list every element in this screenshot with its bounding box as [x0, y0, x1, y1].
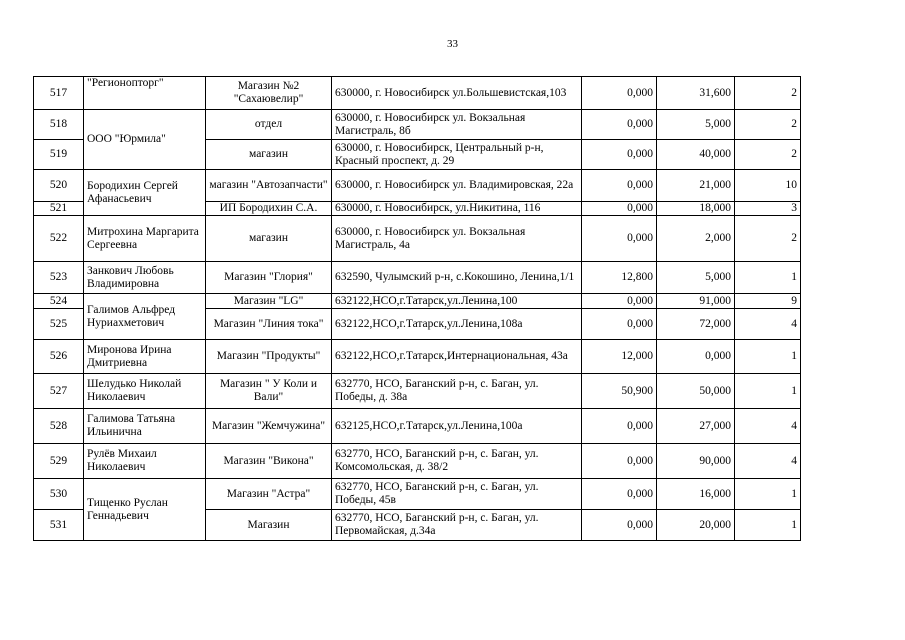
outlet-name: Магазин "Жемчужина" [206, 409, 332, 444]
table-row [34, 479, 801, 510]
value-2: 50,000 [657, 374, 735, 409]
table-row [34, 216, 801, 262]
value-3: 1 [735, 374, 801, 409]
value-3: 10 [735, 170, 801, 202]
address: 632122,НСО,г.Татарск,ул.Ленина,108а [332, 309, 582, 340]
value-3: 2 [735, 110, 801, 140]
organization: Миронова Ирина Дмитриевна [84, 340, 206, 374]
value-3: 4 [735, 309, 801, 340]
value-2: 21,000 [657, 170, 735, 202]
outlet-name: Магазин "Линия тока" [206, 309, 332, 340]
value-1: 0,000 [582, 309, 657, 340]
value-2: 18,000 [657, 202, 735, 216]
row-number: 522 [34, 216, 84, 262]
outlet-name: Магазин " У Коли и Вали" [206, 374, 332, 409]
organization: ООО "Юрмила" [84, 110, 206, 170]
table-row [34, 374, 801, 409]
organization: Рулёв Михаил Николаевич [84, 444, 206, 479]
address: 632125,НСО,г.Татарск,ул.Ленина,100а [332, 409, 582, 444]
address: 630000, г. Новосибирск ул. Владимировская, 22а [332, 170, 582, 202]
outlet-name: Магазин №2 "Сахаювелир" [206, 77, 332, 110]
address: 632770, НСО, Баганский р-н, с. Баган, ул. Первомайская, д.34а [332, 510, 582, 541]
value-1: 0,000 [582, 170, 657, 202]
address: 632590, Чулымский р-н, с.Кокошино, Ленина,1/1 [332, 262, 582, 294]
address: 632122,НСО,г.Татарск,ул.Ленина,100 [332, 294, 582, 309]
address: 630000, г. Новосибирск ул.Большевистская,103 [332, 77, 582, 110]
value-3: 4 [735, 444, 801, 479]
value-2: 72,000 [657, 309, 735, 340]
value-1: 12,000 [582, 340, 657, 374]
row-number: 521 [34, 202, 84, 216]
value-3: 3 [735, 202, 801, 216]
value-1: 0,000 [582, 77, 657, 110]
outlet-name: отдел [206, 110, 332, 140]
organization: Тищенко Руслан Геннадьевич [84, 479, 206, 541]
address: 632770, НСО, Баганский р-н, с. Баган, ул. Победы, д. 38а [332, 374, 582, 409]
value-3: 2 [735, 77, 801, 110]
outlet-name: магазин "Автозапчасти" [206, 170, 332, 202]
address: 630000, г. Новосибирск ул. Вокзальная Магистраль, 8б [332, 110, 582, 140]
value-1: 0,000 [582, 202, 657, 216]
row-number: 518 [34, 110, 84, 140]
address: 630000, г. Новосибирск, ул.Никитина, 116 [332, 202, 582, 216]
value-3: 1 [735, 340, 801, 374]
row-number: 523 [34, 262, 84, 294]
value-2: 90,000 [657, 444, 735, 479]
row-number: 525 [34, 309, 84, 340]
outlet-name: Магазин "Астра" [206, 479, 332, 510]
value-2: 16,000 [657, 479, 735, 510]
value-1: 0,000 [582, 294, 657, 309]
row-number: 519 [34, 140, 84, 170]
address: 632770, НСО, Баганский р-н, с. Баган, ул. Победы, 45в [332, 479, 582, 510]
address: 632770, НСО, Баганский р-н, с. Баган, ул. Комсомольская, д. 38/2 [332, 444, 582, 479]
outlet-name: Магазин "Глория" [206, 262, 332, 294]
value-1: 0,000 [582, 510, 657, 541]
organization: Шелудько Николай Николаевич [84, 374, 206, 409]
value-2: 0,000 [657, 340, 735, 374]
table-row [34, 77, 801, 110]
row-number: 517 [34, 77, 84, 110]
outlet-name: Магазин "Продукты" [206, 340, 332, 374]
value-2: 20,000 [657, 510, 735, 541]
value-1: 0,000 [582, 140, 657, 170]
value-1: 0,000 [582, 216, 657, 262]
value-1: 12,800 [582, 262, 657, 294]
value-2: 91,000 [657, 294, 735, 309]
value-3: 1 [735, 262, 801, 294]
outlet-name: магазин [206, 216, 332, 262]
value-1: 0,000 [582, 479, 657, 510]
organization: "Регионопторг" [84, 77, 206, 110]
value-3: 1 [735, 510, 801, 541]
table-row [34, 110, 801, 140]
table-row [34, 340, 801, 374]
outlet-name: Магазин "Викона" [206, 444, 332, 479]
organization: Галимов Альфред Нуриахметович [84, 294, 206, 340]
page-number: 33 [447, 38, 458, 50]
row-number: 529 [34, 444, 84, 479]
value-3: 2 [735, 140, 801, 170]
value-1: 0,000 [582, 409, 657, 444]
organization: Галимова Татьяна Ильинична [84, 409, 206, 444]
row-number: 524 [34, 294, 84, 309]
address: 630000, г. Новосибирск ул. Вокзальная Магистраль, 4а [332, 216, 582, 262]
organization: Бородихин Сергей Афанасьевич [84, 170, 206, 216]
table-row [34, 409, 801, 444]
row-number: 527 [34, 374, 84, 409]
value-2: 31,600 [657, 77, 735, 110]
row-number: 528 [34, 409, 84, 444]
table-row [34, 170, 801, 202]
row-number: 530 [34, 479, 84, 510]
outlet-name: Магазин "LG" [206, 294, 332, 309]
table-row [34, 262, 801, 294]
value-1: 0,000 [582, 110, 657, 140]
value-2: 27,000 [657, 409, 735, 444]
value-1: 0,000 [582, 444, 657, 479]
value-3: 1 [735, 479, 801, 510]
row-number: 531 [34, 510, 84, 541]
row-number: 526 [34, 340, 84, 374]
table-row [34, 444, 801, 479]
value-1: 50,900 [582, 374, 657, 409]
outlet-name: магазин [206, 140, 332, 170]
value-2: 40,000 [657, 140, 735, 170]
registry-table [33, 76, 801, 541]
table-row [34, 294, 801, 309]
address: 630000, г. Новосибирск, Центральный р-н, Красный проспект, д. 29 [332, 140, 582, 170]
value-3: 9 [735, 294, 801, 309]
row-number: 520 [34, 170, 84, 202]
value-3: 4 [735, 409, 801, 444]
outlet-name: ИП Бородихин С.А. [206, 202, 332, 216]
value-2: 2,000 [657, 216, 735, 262]
address: 632122,НСО,г.Татарск,Интернациональная, 43а [332, 340, 582, 374]
organization: Занкович Любовь Владимировна [84, 262, 206, 294]
value-2: 5,000 [657, 262, 735, 294]
outlet-name: Магазин [206, 510, 332, 541]
value-2: 5,000 [657, 110, 735, 140]
organization: Митрохина Маргарита Сергеевна [84, 216, 206, 262]
value-3: 2 [735, 216, 801, 262]
